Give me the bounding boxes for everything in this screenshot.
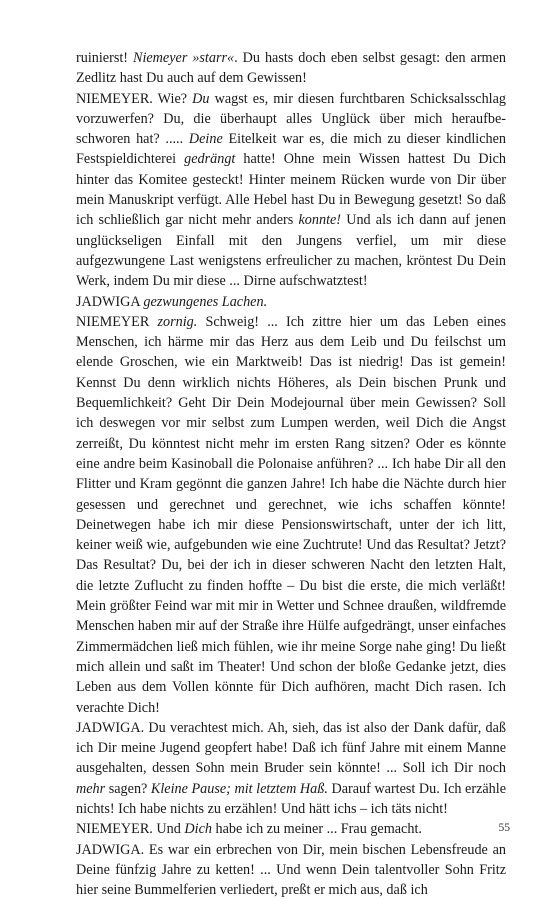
italic-run: gedrängt	[184, 151, 236, 168]
italic-run: gezwungenes Lachen.	[143, 293, 268, 310]
text-run: Darauf wartest Du. Ich erzähle nichts! Ich habe nichts zu erzählen! Und hätt ichs – ich täts nicht!	[76, 780, 506, 817]
text-run: habe ich zu meiner ... Frau gemacht.	[211, 821, 422, 838]
paragraph	[76, 819, 506, 839]
text-run: NIEMEYER. Wie?	[76, 90, 193, 107]
text-run: . Du hasts doch eben selbst gesagt: den armen Zedlitz hast Du auch auf dem Gewissen!	[76, 50, 506, 87]
italic-run: Deine	[188, 131, 223, 148]
text-run: sagen?	[105, 780, 151, 797]
italic-run: konnte!	[298, 212, 342, 229]
text-run: Und als ich dann auf jenen unglückseligen Einfall mit den Jungens verfiel, um mir diese aufgezwungene Last wenigstens erfreulicher zu machen, kröntest Du Dein Werk, indem Du mir diese ... Dirne aufschwatztest!	[76, 212, 506, 290]
italic-run: mehr	[76, 780, 106, 797]
paragraph	[76, 48, 506, 89]
text-run: hatte! Ohne mein Wissen hattest Du Dich hinter das Komitee gesteckt! Hinter meinem Rücken wurde von Dir über mein Manuskript verfügt. Alle Hebel hast Du in Bewegung gesetzt! So daß ich schließlich gar nicht mehr anders	[76, 151, 506, 229]
body-text	[76, 48, 506, 900]
paragraph	[76, 292, 506, 312]
text-run: NIEMEYER	[76, 313, 158, 330]
page-number: 55	[498, 822, 510, 834]
text-run: ruinierst!	[76, 50, 133, 66]
italic-run: Du	[192, 90, 210, 107]
text-run: Eitelkeit war es, die mich zu dieser kindlichen Festspieldichterei	[76, 131, 506, 168]
paragraph	[76, 312, 506, 718]
italic-run: Dich	[184, 821, 212, 838]
text-run: wagst es, mir diesen furchtbaren Schicksalsschlag vorzuwerfen? Du, die überhaupt alles Unglück über mich heraufbeschworen hat? .....	[76, 90, 506, 148]
italic-run: Niemeyer »starr«	[132, 50, 235, 66]
paragraph	[76, 840, 506, 900]
text-run: Schweig! ... Ich zittre hier um das Leben eines Menschen, ich härme mir das Herz aus dem Leib und Du feilschst um elende Groschen, wie ein Marktweib! Das ist niedrig! Das ist gemein! Kennst Du denn wirklich nichts Höheres, als Dein bischen Prunk und Bequemlichkeit? Geht Dir Dein Modejournal über mein Gewissen? Soll ich deswegen vor mir selbst zum Lumpen werden, weil Dich die Angst zerreißt, Du könntest nicht mehr im ersten Rang sitzen? Oder es könnte eine andre beim Kasinoball die Polonaise anführen? ... Ich habe Dir all den Flitter und Kram gegönnt die ganzen Jahre! Ich habe die Nächte durch hier gesessen und gerechnet und gerechnet, wie ichs schaffen könnte! Deinetwegen habe ich mir diese Pensionswirtschaft, unter der ich litt, keiner weiß wie, aufgebunden wie eine Zuchtrute! Und das Resultat? Jetzt? Das Resultat? Du, bei der ich in dieser schweren Nacht den letzten Halt, die letzte Zuflucht zu finden hoffte – Du bist die erste, die mich verläßt! Mein größter Feind war mit mir in Wetter und Schnee draußen, wildfremde Menschen haben mir auf der Straße ihre Hülfe aufgedrängt, unser einfaches Zimmermädchen ließ mich fühlen, wie ihr meine Sorge nahe ging! Du ließt mich allein und saßt im Theater! Und schon der bloße Gedanke jetzt, dies Leben aus dem Vollen könnte für Dich aufhören, macht Dich rasen. Ich verachte Dich!	[76, 313, 506, 716]
paragraph	[76, 89, 506, 292]
italic-run: zornig.	[157, 313, 198, 330]
italic-run: Kleine Pause; mit letztem Haß.	[150, 780, 328, 797]
text-run: JADWIGA. Du verachtest mich. Ah, sieh, das ist also der Dank dafür, daß ich Dir meine Jugend geopfert habe! Daß ich fünf Jahre mit einem Manne ausgehalten, dessen Sohn mein Bruder sein könnte! ... Soll ich Dir noch	[76, 719, 506, 777]
text-run: JADWIGA. Es war ein erbrechen von Dir, mein bischen Lebensfreude an Deine fünfzig Jahre zu ketten! ... Und wenn Dein talentvoller Sohn Fritz hier seine Bummelferien verliedert, preßt er mich aus, daß ich	[76, 841, 506, 899]
paragraph	[76, 718, 506, 819]
text-run: NIEMEYER. Und	[76, 821, 185, 838]
text-run: JADWIGA	[76, 293, 144, 310]
